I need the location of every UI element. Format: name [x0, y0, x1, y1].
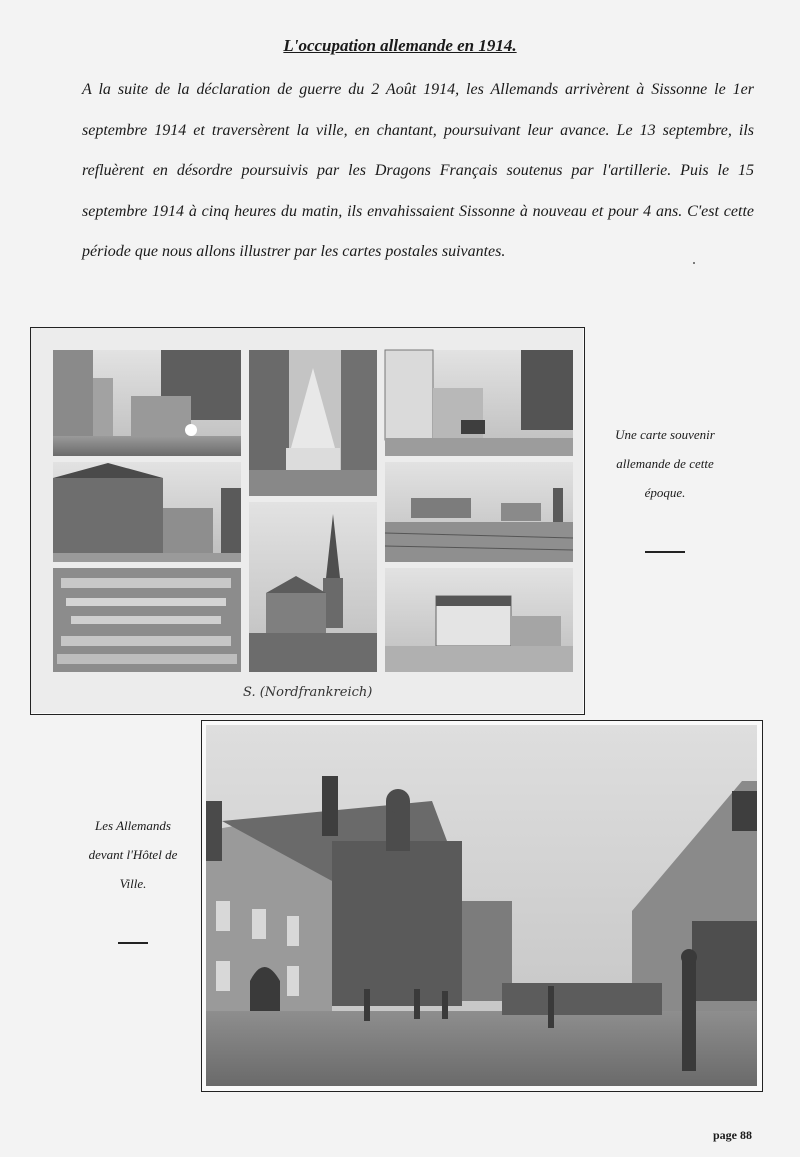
speck [693, 262, 695, 264]
town-hall-postcard-image [202, 721, 761, 1090]
postcard-handwriting: S. (Nordfrankreich) [243, 685, 373, 700]
souvenir-postcard [30, 327, 585, 715]
caption-divider [645, 551, 685, 553]
intro-paragraph: A la suite de la déclaration de guerre du 2 Août 1914, les Allemands arrivèrent à Sissonne le 1er septembre 1914 et traversèrent la ville, en chantant, poursuivant leur avance. Le 13 septembre, ils refluèrent en désordre poursuivis par les Dragons Français soutenus par l'artillerie. Puis le 15 septembre 1914 à cinq heures du matin, ils envahissaient Sissonne à nouveau et pour 4 ans. C'est cette période que nous allons illustrer par les cartes postales suivantes. [82, 81, 754, 260]
vignette-street-top-left [53, 350, 241, 456]
souvenir-caption [600, 420, 730, 553]
vignette-church [249, 502, 377, 672]
town-hall-caption [68, 811, 198, 944]
caption-line: Les Allemands [95, 818, 171, 833]
caption-line: Ville. [119, 876, 147, 891]
vignette-camp-aerial [53, 568, 241, 672]
vignette-shop-square [385, 568, 573, 672]
page-title: L'occupation allemande en 1914. [283, 36, 517, 55]
caption-line: allemande de cette [616, 456, 714, 471]
caption-line: Une carte souvenir [615, 427, 715, 442]
caption-divider [118, 942, 148, 944]
vignette-town-hall [53, 462, 241, 562]
vignette-monument [249, 350, 377, 496]
vignette-railway [385, 462, 573, 562]
vignette-station-street [385, 350, 573, 456]
souvenir-postcard-image [31, 328, 583, 713]
page-number: page 88 [713, 1128, 752, 1142]
town-hall-postcard [201, 720, 763, 1092]
caption-line: époque. [644, 485, 686, 500]
caption-line: devant l'Hôtel de [88, 847, 178, 862]
